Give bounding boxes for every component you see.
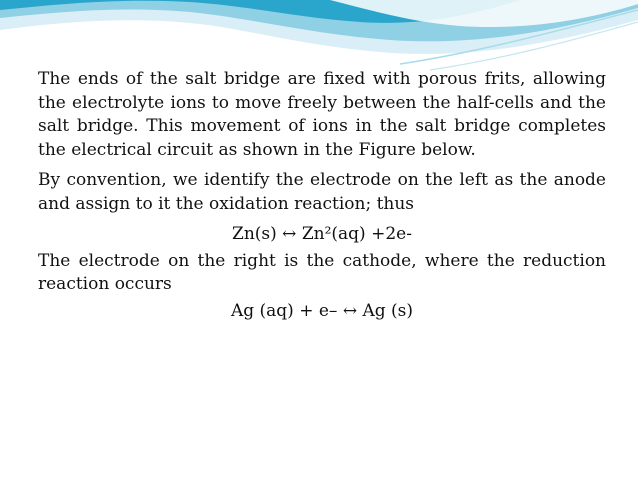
equation-reduction: Ag (aq) + e– ↔ Ag (s) xyxy=(230,300,414,321)
paragraph-salt-bridge: The ends of the salt bridge are fixed with porous frits, allowing the electrolyte ions to move freely between the half-cells and the salt bridge. This movement of ions in the salt bridge completes the electrical circuit as shown in the Figure below. xyxy=(38,69,606,160)
decorative-wave-header xyxy=(0,0,638,72)
paragraph-cathode: The electrode on the right is the cathode, where the reduction reaction occurs xyxy=(38,250,606,294)
slide-body xyxy=(38,68,606,326)
equation-oxidation: Zn(s) ↔ Zn²(aq) +2e- xyxy=(232,224,412,244)
paragraph-convention: By convention, we identify the electrode on the left as the anode and assign to it the oxidation reaction; thus xyxy=(38,170,606,214)
